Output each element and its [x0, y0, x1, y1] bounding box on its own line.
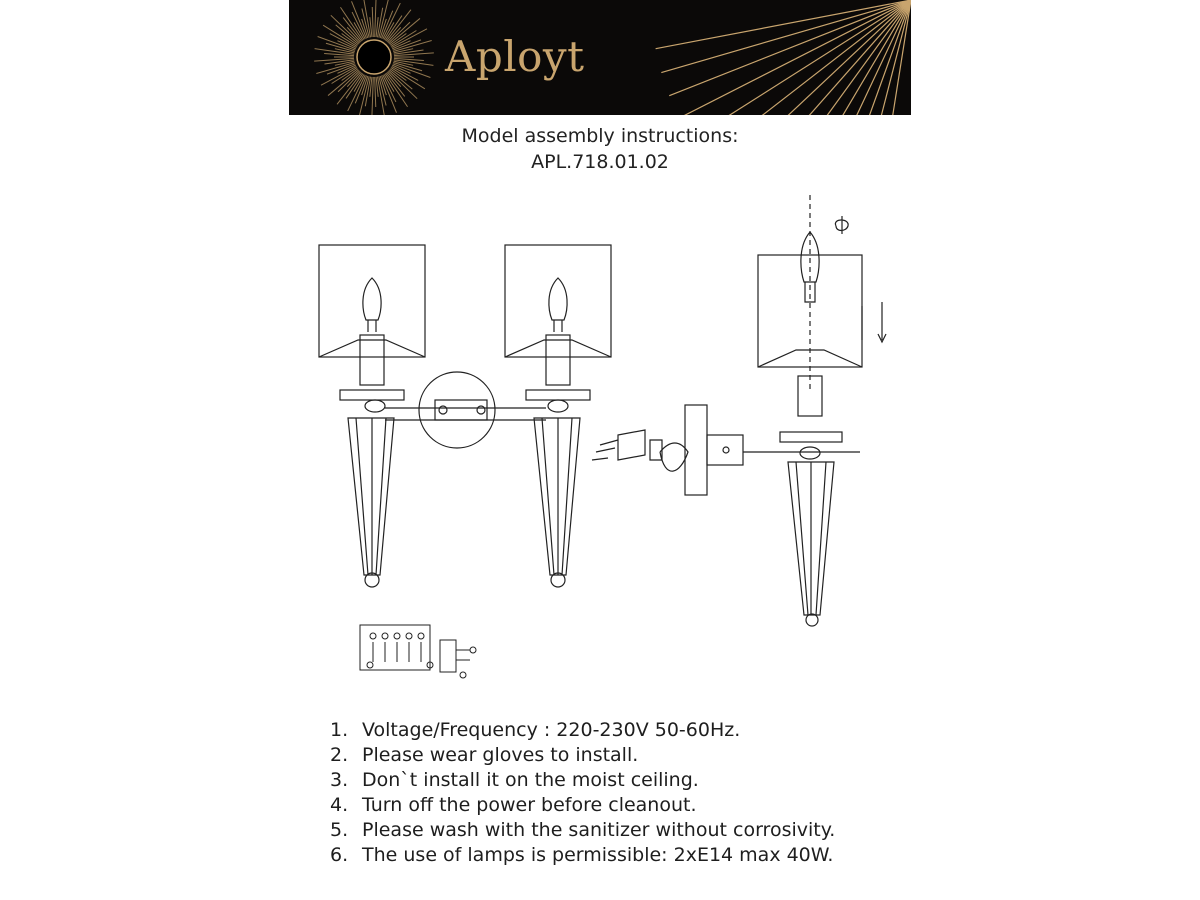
list-item: 2. Please wear gloves to install.: [330, 744, 639, 766]
brand-name: Aployt: [445, 32, 585, 81]
wall-sconce-assembly-drawing: [300, 190, 900, 630]
lamp-left: [319, 245, 425, 587]
list-item: 1. Voltage/Frequency : 220-230V 50-60Hz.: [330, 719, 741, 741]
list-item: 3. Don`t install it on the moist ceiling.: [330, 769, 699, 791]
rotate-arrow-icon: [835, 216, 848, 234]
sun-burst-logo: [289, 0, 911, 115]
lamp-right-exploded: [743, 195, 886, 626]
mounting-bracket: [592, 405, 743, 495]
page-title: Model assembly instructions:: [461, 125, 739, 147]
list-item: 6. The use of lamps is permissible: 2xE14 max 40W.: [330, 844, 834, 866]
list-item: 4. Turn off the power before cleanout.: [330, 794, 697, 816]
model-number: APL.718.01.02: [531, 151, 669, 173]
list-item: 5. Please wash with the sanitizer without corrosivity.: [330, 819, 836, 841]
wiring-diagram: [355, 620, 485, 690]
safety-notes-list: [330, 718, 835, 868]
brand-banner: [289, 0, 911, 115]
lamp-middle: [505, 245, 611, 587]
